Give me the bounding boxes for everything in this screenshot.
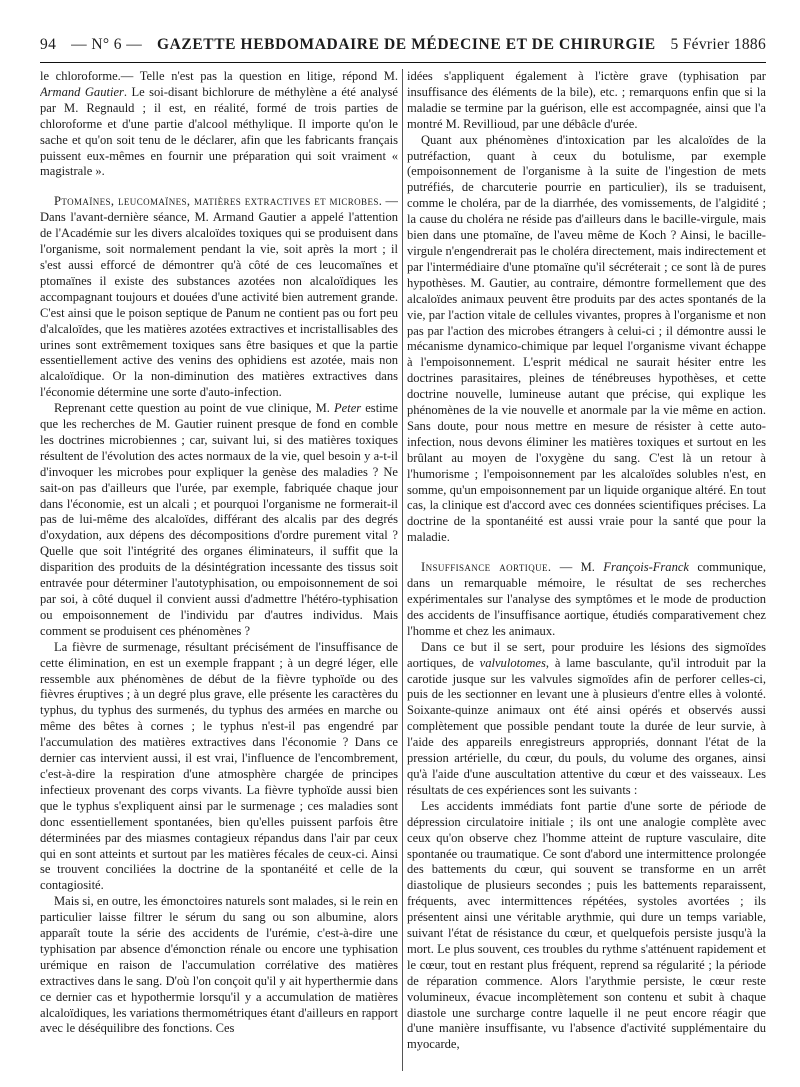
section-heading: Insuffisance aortique. bbox=[421, 560, 552, 575]
text-run: , à lame basculante, qu'il introduit par la carotide jusque sur les valvules sigmoïdes afin de perforer celles-ci, puis de les sectionner en levant une à plusieurs d'entre elles à volonté. Soixante-quinze animaux ont été ainsi opérés et observés aussi complètement que possible pendant toute la durée de leur survie, à l'aide des appareils enregistreurs appropriés, donnant l'état de la pression artérielle, du cœur, du pouls, du volume des organes, ainsi qu'à l'aide d'une auscultation attentive du cœur et des vaisseaux. Les résultats de ces expériences sont les suivants : bbox=[407, 655, 766, 797]
text-run: Dans ce but il se sert, pour produire les lésions des sigmoïdes aortiques, de bbox=[407, 639, 766, 670]
paragraph: Les accidents immédiats font partie d'une sorte de période de dépression circulatoire initiale ; ils ont une analogie complète avec ceux qu'on observe chez l'homme atteint de rupture vasculaire, dite spontanée ou traumatique. Ce sont d'abord une intermittence prolongée des battements du cœur, qui souvent se transforme en un arrêt diastolique de plusieurs secondes ; puis les battements reparaissent, fréquents, avec intermittences répétées, systoles avortées ; ils présentent ainsi une véritable arythmie, qui dure un temps variable, suivant l'état de résistance du cœur, et quelquefois persiste jusqu'à la mort. Le plus souvent, ces troubles du rythme s'atténuent rapidement et le cœur, tout en restant plus fréquent, reprend sa régularité ; la période de réparation commence. Alors l'arythmie persiste, le cœur reste volumineux, évacue incomplètement son contenu et subit à chaque diastole une surcharge contre laquelle il ne peut encore réagir que d'une manière insuffisante, vu l'absence d'activité supplémentaire du myocarde, bbox=[407, 798, 766, 1052]
right-column bbox=[407, 69, 766, 1071]
text-run: — Dans l'avant-dernière séance, M. Armand Gautier a appelé l'attention de l'Académie sur les divers alcaloïdes toxiques qui se produisent dans l'organisme, soit normalement pendant la vie, soit après la mort ; il s'est aussi efforcé de démontrer qu'à côté de ces leucomaïnes et ptomaïnes il existe des substances azotées non alcaloïdiques les accompagnant toujours et douées d'une activité bien autrement grande. C'est ainsi que le poison septique de Panum ne contient pas ou fort peu d'alcaloïdes, que les matières azotées extractives et incristallisables des urines sont extrêmement toxiques sans être basiques et que la partie essentiellement active des venins des ophidiens est azotée, mais non alcaloïdique. Or la non-diminution des matières extractives dans l'économie détermine une sorte d'auto-infection. bbox=[40, 194, 398, 400]
journal-title: GAZETTE HEBDOMADAIRE DE MÉDECINE ET DE CHIRURGIE bbox=[156, 36, 656, 53]
text-columns bbox=[40, 69, 766, 1071]
emphasized-term: valvulotomes bbox=[479, 655, 546, 670]
person-name: Armand Gautier bbox=[40, 84, 124, 99]
text-run: Reprenant cette question au point de vue clinique, M. bbox=[54, 401, 334, 416]
issue-date: 5 Février 1886 bbox=[670, 36, 766, 53]
paragraph: La fièvre de surmenage, résultant précisément de l'insuffisance de cette élimination, en est un exemple frappant ; à un degré léger, elle ressemble aux phénomènes de début de la fièvre typhoïde ou des fièvres éruptives ; à un degré plus grave, elle présente les caractères du typhus, du typhus des surmenés, du typhus des armées en marche ou même des bêtes à cornes ; le typhus n'est-il pas engendré par l'accumulation des matières extractives dans l'économie ? Dans ce dernier cas intervient aussi, il est vrai, l'influence de l'encombrement, c'est-à-dire la respiration d'une atmosphère chargée de principes infectieux provenant des corps vivants. La fièvre typhoïde aussi bien que le typhus s'expliquent ainsi par le surmenage ; ces maladies sont donc essentiellement spontanées, bien qu'elles puissent parfois être déterminées par des miasmes contagieux répandus dans l'air par ceux qui en sont atteints et surtout par les matières fécales de ceux-ci. Ainsi se trouvent conciliées la doctrine de la spontanéité et celle de la contagiosité. bbox=[40, 639, 398, 893]
page-number: 94 bbox=[40, 36, 57, 53]
left-column bbox=[40, 69, 398, 1071]
person-name: Peter bbox=[333, 401, 362, 416]
column-divider bbox=[402, 69, 403, 1071]
paragraph bbox=[40, 401, 398, 640]
text-run: — M. bbox=[551, 560, 604, 575]
header-rule bbox=[40, 62, 766, 63]
issue-number: — N° 6 — bbox=[71, 36, 143, 53]
paragraph bbox=[40, 69, 398, 180]
text-run: communique, dans un remarquable mémoire, le résultat de ses recherches expérimentales sur l'analyse des symptômes et le mode de production des accidents de l'insuffisance aortique, étudiés comparativement chez l'homme et chez les animaux. bbox=[407, 560, 766, 638]
running-header bbox=[40, 36, 766, 58]
paragraph bbox=[407, 640, 766, 799]
text-run: le chloroforme.— Telle n'est pas la question en litige, répond M. bbox=[40, 69, 398, 83]
section-paragraph bbox=[407, 560, 766, 640]
person-name: François-Franck bbox=[603, 560, 689, 575]
section-heading: Ptomaïnes, leucomaïnes, matières extractives et microbes. bbox=[54, 194, 383, 209]
section-paragraph bbox=[40, 194, 398, 401]
paragraph: Mais si, en outre, les émonctoires naturels sont malades, si le rein en particulier laisse filtrer le sérum du sang ou son albumine, alors apparaît toute la série des accidents de l'urémie, c'est-à-dire une typhisation par absence d'émonction rénale ou encore une typhisation urémique en raison de l'accumulation corrélative des matières extractives dans le sang. D'où l'on conçoit qu'il y ait hyperthermie dans ce dernier cas et hypothermie lorsqu'il y a accumulation de matières alcaloïdiques, les variations thermométriques étant d'ailleurs en rapport avec le déséquilibre des fonctions. Ces bbox=[40, 894, 398, 1036]
text-run: . Le soi-disant bichlorure de méthylène a été analysé par M. Regnauld ; il est, en réalité, formé de trois parties de chloroforme et d'une partie d'alcool méthylique. Il importe qu'on le sache et qu'on soit tenu de le déclarer, afin que les fabricants français puissent eux-mêmes en fournir une préparation qui soit vraiment « magistrale ». bbox=[40, 84, 398, 179]
paragraph: idées s'appliquent également à l'ictère grave (typhisation par insuffisance des éléments de la bile), etc. ; remarquons enfin que si la maladie se termine par la guérison, elle est accompagnée, ainsi que l'a montré M. Revillioud, par une débâcle d'urée. bbox=[407, 69, 766, 131]
paragraph: Quant aux phénomènes d'intoxication par les alcaloïdes de la putréfaction, quant à ceux du botulisme, par exemple (empoisonnement de l'organisme à la suite de l'ingestion de mets putréfiés, de charcuterie pourrie en particulier), ils se traduisent, comme le choléra, par de la diarrhée, des vomissements, de l'algidité ; la cause du choléra ne réside pas d'ailleurs dans le bacille-virgule, mais bien dans une ptomaïne, de l'aveu même de Koch ? Ainsi, le bacille-virgule n'engendrerait pas le choléra directement, mais indirectement et par l'intermédiaire d'une ptomaïne qu'il sécréterait ; ce sont là de pures hypothèses. M. Gautier, au contraire, démontre formellement que des alcaloïdes animaux peuvent être produits par des actes spontanés de la vie, par l'action vitale de cellules vivantes, propres à l'organisme et non pas par l'action des microbes étrangers à celui-ci ; il démontre aussi le mécanisme dynamico-chimique par lequel l'organisme vivant échappe à l'empoisonnement. L'esprit médical ne saurait hésiter entre les doctrines parasitaires, pleines de ténébreuses hypothèses, et cette doctrine nouvelle, lumineuse autant que précise, qui explique les phénomènes de la vie nouvelle et anormale par la vie même en action. Sans doute, pour nous mettre en mesure de résister à cette auto-infection, nous devons éliminer les matières toxiques et surtout en les brûlant au moyen de l'oxygène du sang. C'est là un retour à l'humorisme ; l'empoisonnement par les alcaloïdes solubles n'est, en somme, qu'un empoisonnement par un liquide organique altéré. En tout cas, la clinique est d'accord avec ces données scientifiques précises. La doctrine de la spontanéité est aussi vraie pour la santé que pour la maladie. bbox=[407, 132, 766, 545]
text-run: estime que les recherches de M. Gautier ruinent presque de fond en comble les doctrines microbiennes ; car, suivant lui, si des matières toxiques résultent de l'évolution des actes normaux de la vie, quel besoin y a-t-il d'invoquer les microbes pour expliquer la genèse des maladies ? Ne sait-on pas d'ailleurs que l'urée, par exemple, fabriquée chaque jour dans l'économie, est un alcali ; et pourquoi l'organisme ne formerait-il pas de lui-même des alcaloïdes, différant des alcalis par des degrés d'oxydation, aux dépens des décompositions d'ordre purement vital ? Quelle que soit l'intégrité des organes éliminateurs, il suffit que la disparition des produits de la désintégration incessante des tissus soit entravée pour déterminer l'autotyphisation, ou empoisonnement de soi par soi, à côté duquel il convient aussi d'admettre l'hétéro-typhisation ou empoisonnement de l'individu par d'autres individus. Mais comment se produisent ces phénomènes ? bbox=[40, 401, 398, 638]
